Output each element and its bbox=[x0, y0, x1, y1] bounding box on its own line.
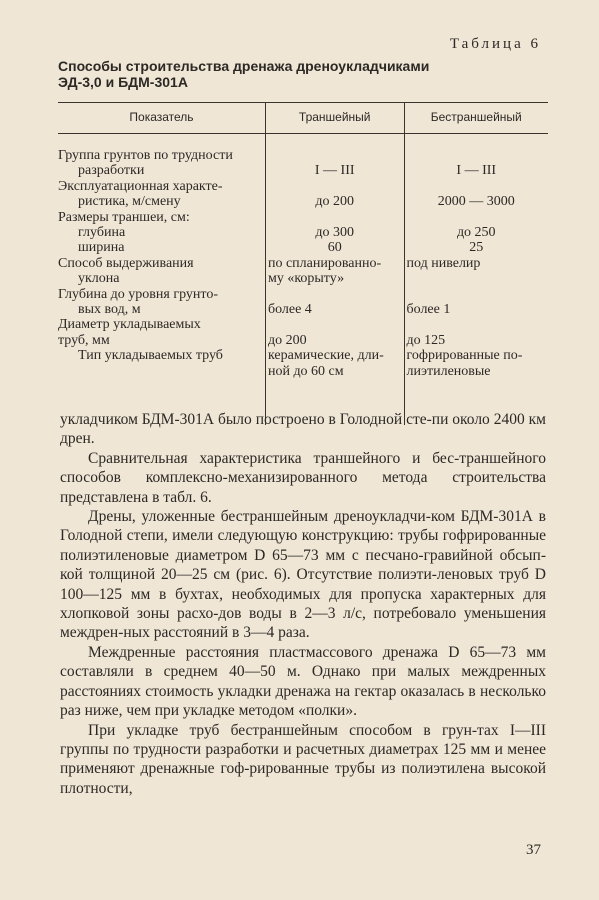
cell-indicator: Эксплуатационная характе- bbox=[58, 178, 223, 194]
cell-trench: по спланированно- bbox=[265, 256, 404, 271]
cell-trench bbox=[265, 179, 404, 194]
cell-indicator: разработки bbox=[78, 163, 145, 179]
paragraph-1: укладчиком БДМ-301А было построено в Голодной сте-пи около 2400 км дрен. bbox=[60, 411, 546, 448]
cell-trench: до 200 bbox=[265, 333, 404, 348]
cell-trench: до 200 bbox=[265, 194, 404, 209]
table-spacer-row bbox=[58, 134, 548, 149]
cell-trenchless: 25 bbox=[404, 240, 548, 255]
table-label: Таблица 6 bbox=[449, 36, 541, 52]
cell-indicator: Группа грунтов по трудности bbox=[58, 148, 233, 163]
table-row bbox=[58, 287, 548, 302]
table-header-row bbox=[58, 103, 548, 134]
cell-trench bbox=[265, 287, 404, 302]
page-number: 37 bbox=[526, 842, 541, 858]
cell-trenchless: под нивелир bbox=[404, 256, 548, 271]
cell-trenchless: лиэтиленовые bbox=[404, 364, 548, 379]
cell-trench: му «корыту» bbox=[265, 271, 404, 286]
table-row bbox=[58, 225, 548, 240]
cell-indicator: глубина bbox=[78, 225, 126, 241]
paragraph-2: Сравнительная характеристика траншейного и бес-траншейного способов комплексно-механизированного метода строительства представлена в табл. 6. bbox=[60, 449, 546, 506]
cell-indicator: Размеры траншеи, см: bbox=[58, 209, 190, 225]
table-row bbox=[58, 317, 548, 332]
header-trenchless: Бестраншейный bbox=[404, 103, 548, 134]
cell-indicator: Диаметр укладываемых bbox=[58, 317, 201, 333]
cell-trenchless bbox=[404, 179, 548, 194]
table-row bbox=[58, 210, 548, 225]
cell-indicator: уклона bbox=[78, 271, 120, 287]
cell-trenchless: I — III bbox=[404, 163, 548, 178]
table-row bbox=[58, 333, 548, 348]
table-row bbox=[58, 364, 548, 379]
body-text bbox=[60, 410, 546, 798]
drainage-methods-table bbox=[58, 102, 548, 425]
table-title-line-2: ЭД-3,0 и БДМ-301А bbox=[58, 74, 188, 90]
table-row bbox=[58, 271, 548, 286]
table-row bbox=[58, 302, 548, 317]
table-title bbox=[58, 58, 528, 90]
cell-trenchless bbox=[404, 317, 548, 332]
table-row bbox=[58, 240, 548, 255]
cell-trenchless bbox=[404, 148, 548, 163]
cell-indicator: Глубина до уровня грунто- bbox=[58, 286, 218, 302]
paragraph-3: Дрены, уложенные бестраншейным дреноукладчи-ком БДМ-301А в Голодной степи, имели следующую конструкцию: трубы гофрированные полиэтиленовые диаметром D 65—73 мм с песчано-гравийной обсып-кой толщиной 20—25 см (рис. 6). Отсутствие полиэти-леновых труб D 100—125 мм в бухтах, необходимых для пропуска характерных для хлопковой зоны расхо-дов воды в 2—3 л/с, потребовало уменьшения междрен-ных расстояний в 3—4 раза. bbox=[60, 508, 546, 642]
cell-trench: I — III bbox=[265, 163, 404, 178]
table-row bbox=[58, 348, 548, 363]
table-row bbox=[58, 179, 548, 194]
header-indicator: Показатель bbox=[58, 103, 265, 134]
cell-trenchless: до 250 bbox=[404, 225, 548, 240]
table-row bbox=[58, 256, 548, 271]
table-row bbox=[58, 194, 548, 209]
cell-indicator: Способ выдерживания bbox=[58, 255, 194, 271]
cell-trench bbox=[265, 210, 404, 225]
cell-trench: до 300 bbox=[265, 225, 404, 240]
cell-indicator: Тип укладываемых труб bbox=[78, 348, 223, 364]
cell-trench: ной до 60 см bbox=[265, 364, 404, 379]
cell-trenchless: 2000 — 3000 bbox=[404, 194, 548, 209]
paragraph-4: Междренные расстояния пластмассового дренажа D 65—73 мм составляли в среднем 40—50 м. Однако при малых междренных расстояниях стоимость укладки дренажа на гектар оказалась в несколько раз ниже, чем при укладке методом «полки». bbox=[60, 643, 546, 720]
cell-trenchless: до 125 bbox=[404, 333, 548, 348]
cell-indicator: труб, мм bbox=[58, 332, 110, 348]
cell-indicator bbox=[58, 364, 265, 379]
cell-trenchless bbox=[404, 287, 548, 302]
header-trench: Траншейный bbox=[265, 103, 404, 134]
cell-trench bbox=[265, 317, 404, 332]
cell-trenchless bbox=[404, 271, 548, 286]
table-row bbox=[58, 148, 548, 163]
cell-trenchless bbox=[404, 210, 548, 225]
cell-trench: более 4 bbox=[265, 302, 404, 317]
paragraph-5: При укладке труб бестраншейным способом в грун-тах I—III группы по трудности разработки и расчетных диаметрах 125 мм и менее применяют дренажные гоф-рированные трубы из полиэтилена высокой плотности, bbox=[60, 721, 546, 797]
cell-indicator: ристика, м/смену bbox=[78, 194, 181, 210]
cell-indicator: ширина bbox=[78, 240, 125, 256]
table-row bbox=[58, 163, 548, 178]
cell-trenchless: гофрированные по- bbox=[404, 348, 548, 363]
cell-indicator: вых вод, м bbox=[78, 302, 141, 318]
table-title-line-1: Способы строительства дренажа дреноукладчиками bbox=[58, 58, 430, 74]
cell-trenchless: более 1 bbox=[404, 302, 548, 317]
cell-trench bbox=[265, 148, 404, 163]
cell-trench: керамические, дли- bbox=[265, 348, 404, 363]
cell-trench: 60 bbox=[265, 240, 404, 255]
